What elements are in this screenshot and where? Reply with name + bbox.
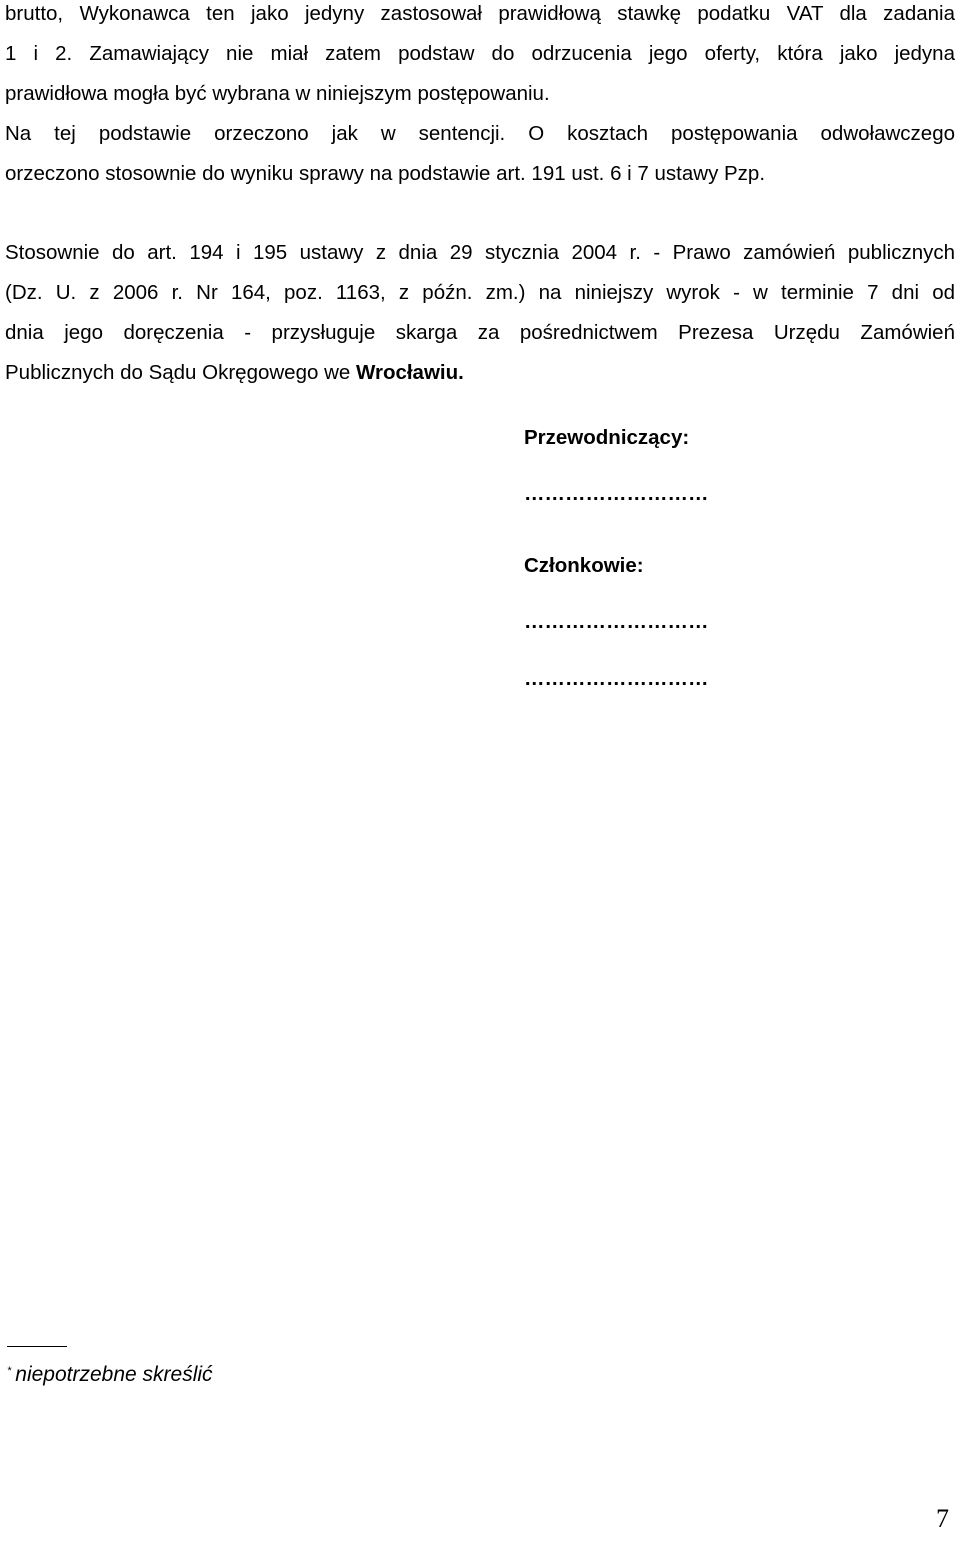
text-line: dnia jego doręczenia - przysługuje skarga za pośrednictwem Prezesa Urzędu Zamówień: [5, 321, 955, 344]
text-line: brutto, Wykonawca ten jako jedyny zastosował prawidłową stawkę podatku VAT dla zadania: [5, 2, 955, 25]
page-number: 7: [936, 1504, 949, 1533]
footnote-text: niepotrzebne skreślić: [15, 1363, 213, 1386]
member-signature-line: ………………………: [524, 610, 709, 633]
text-line: Stosownie do art. 194 i 195 ustawy z dnia 29 stycznia 2004 r. - Prawo zamówień publicznych: [5, 241, 955, 264]
members-label: Członkowie:: [524, 554, 644, 577]
text-line: 1 i 2. Zamawiający nie miał zatem podstaw do odrzucenia jego oferty, która jako jedyna: [5, 42, 955, 65]
text-line: Na tej podstawie orzeczono jak w sentencji. O kosztach postępowania odwoławczego: [5, 122, 955, 145]
paragraph-justification: [5, 0, 955, 194]
paragraph-appeal-instruction: [5, 233, 955, 393]
footnote-marker: *: [7, 1365, 12, 1377]
text-line: prawidłowa mogła być wybrana w niniejszym postępowaniu.: [5, 82, 550, 105]
text-line: (Dz. U. z 2006 r. Nr 164, poz. 1163, z późn. zm.) na niniejszy wyrok - w terminie 7 dni od: [5, 281, 955, 304]
court-city: Wrocławiu.: [355, 361, 464, 384]
text-line: [5, 353, 955, 393]
chair-label: Przewodniczący:: [524, 426, 690, 449]
text-fragment: Publicznych do Sądu Okręgowego we: [5, 361, 356, 384]
footnote: [7, 1360, 213, 1390]
text-line: orzeczono stosownie do wyniku sprawy na podstawie art. 191 ust. 6 i 7 ustawy Pzp.: [5, 162, 766, 185]
footnote-separator: [7, 1346, 67, 1347]
chair-signature-line: ………………………: [524, 482, 709, 505]
member-signature-line: ………………………: [524, 667, 709, 690]
